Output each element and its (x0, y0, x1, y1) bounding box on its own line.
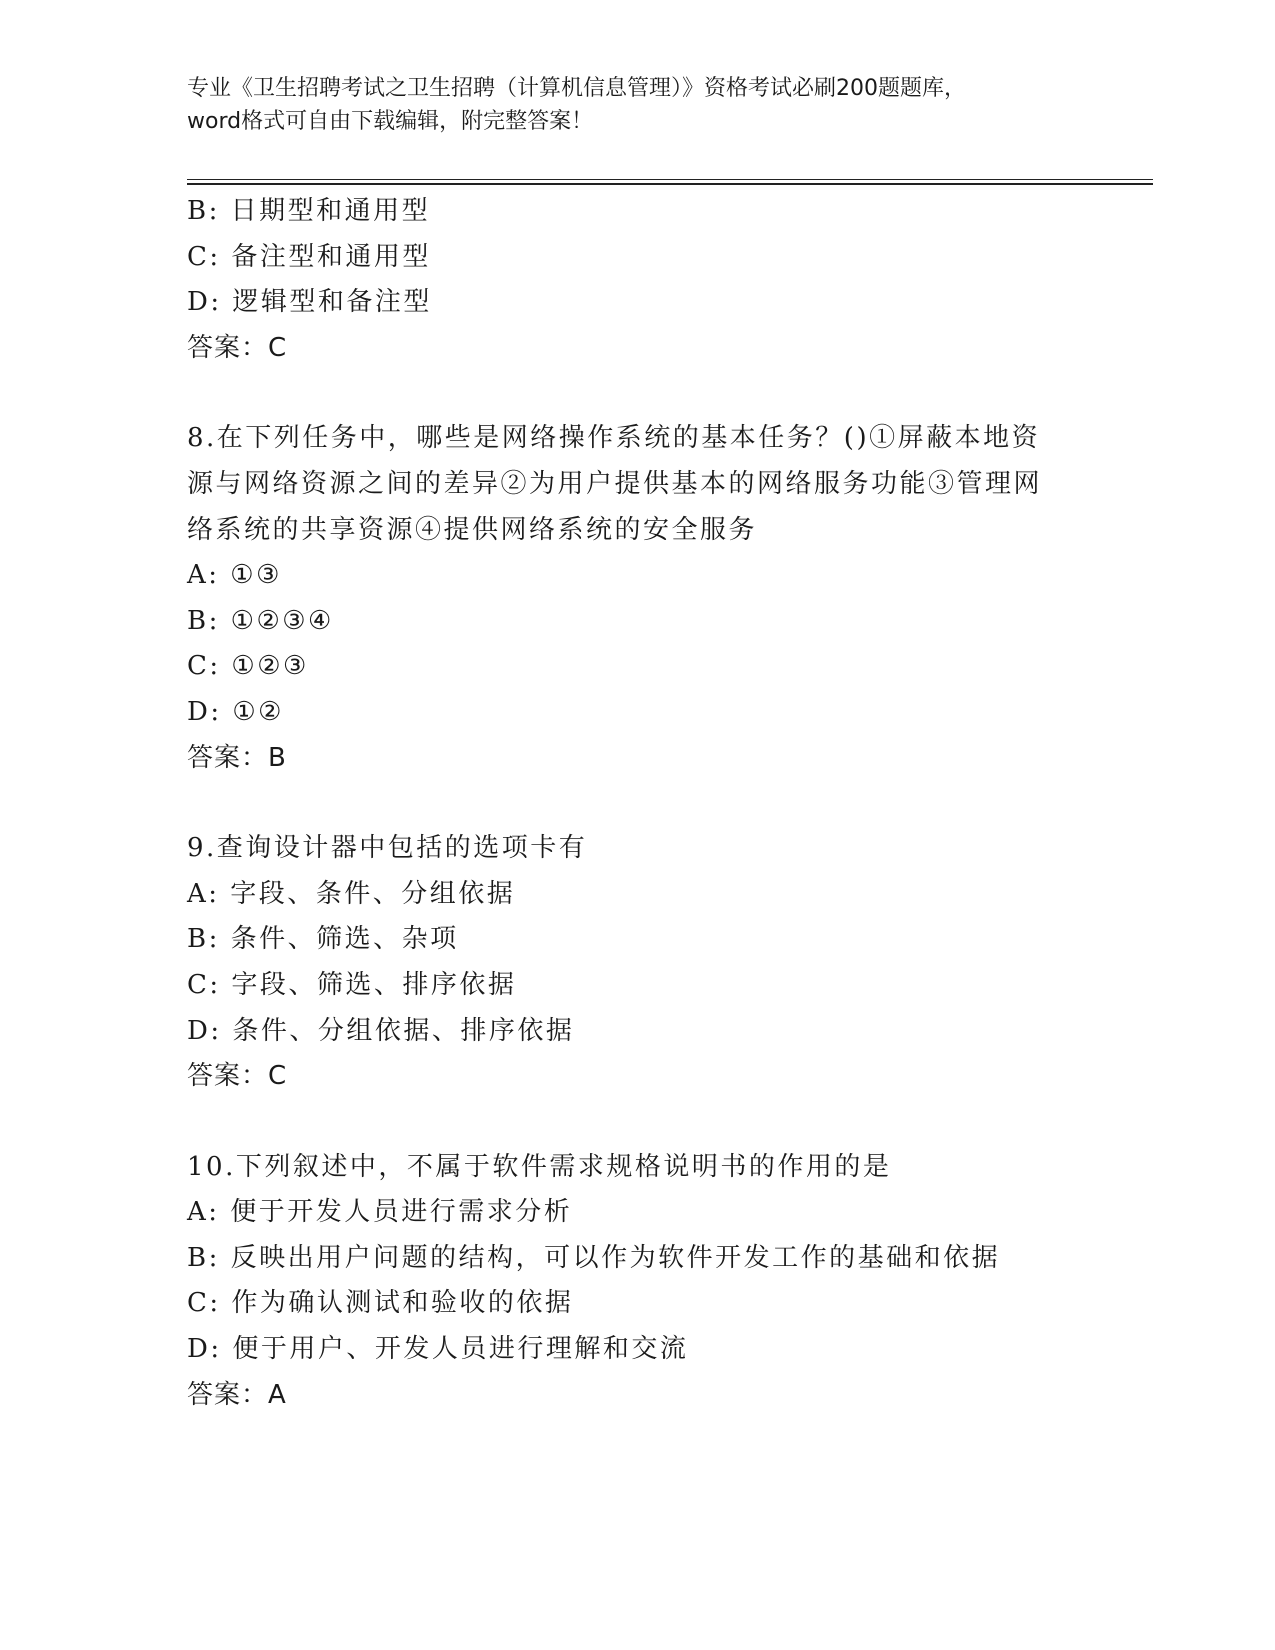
spacer (187, 371, 1137, 416)
question-10 (187, 1145, 1137, 1419)
option-b: B: 日期型和通用型 (187, 196, 431, 226)
question-9 (187, 826, 1137, 1100)
option-b: B: 反映出用户问题的结构，可以作为软件开发工作的基础和依据 (187, 1242, 1001, 1273)
header-divider-thick (187, 183, 1153, 185)
question-7-tail (187, 189, 1137, 371)
answer-label: 答案：C (187, 1061, 288, 1092)
spacer (187, 1100, 1137, 1145)
answer-label: 答案：B (187, 742, 287, 773)
header-line-2: word格式可自由下载编辑，附完整答案！ (187, 109, 594, 134)
option-c: C: 备注型和通用型 (187, 241, 431, 272)
option-c: C: ①②③ (187, 651, 309, 682)
option-a: A: ①③ (187, 560, 282, 591)
option-d: D: ①② (187, 696, 284, 727)
header-divider-thin (187, 179, 1153, 180)
option-b: B: ①②③④ (187, 605, 334, 636)
page-header (187, 72, 1087, 138)
answer-label: 答案：C (187, 332, 288, 363)
question-stem: 8.在下列任务中，哪些是网络操作系统的基本任务？()①屏蔽本地资 (187, 423, 1041, 454)
question-stem: 9.查询设计器中包括的选项卡有 (187, 833, 588, 864)
option-c: C: 作为确认测试和验收的依据 (187, 1288, 574, 1319)
option-a: A: 字段、条件、分组依据 (187, 878, 516, 909)
option-d: D: 条件、分组依据、排序依据 (187, 1015, 575, 1046)
option-b: B: 条件、筛选、杂项 (187, 924, 459, 955)
question-stem: 10.下列叙述中，不属于软件需求规格说明书的作用的是 (187, 1151, 892, 1182)
option-a: A: 便于开发人员进行需求分析 (187, 1197, 573, 1228)
question-stem: 源与网络资源之间的差异②为用户提供基本的网络服务功能③管理网 (187, 468, 1043, 499)
option-d: D: 便于用户、开发人员进行理解和交流 (187, 1334, 689, 1365)
spacer (187, 781, 1137, 826)
question-stem: 络系统的共享资源④提供网络系统的安全服务 (187, 514, 758, 545)
option-d: D: 逻辑型和备注型 (187, 287, 432, 318)
question-content (187, 189, 1137, 1418)
answer-label: 答案：A (187, 1379, 287, 1410)
question-8 (187, 416, 1137, 781)
option-c: C: 字段、筛选、排序依据 (187, 969, 517, 1000)
header-line-1: 专业《卫生招聘考试之卫生招聘（计算机信息管理）》资格考试必刷200题题库， (187, 76, 966, 101)
